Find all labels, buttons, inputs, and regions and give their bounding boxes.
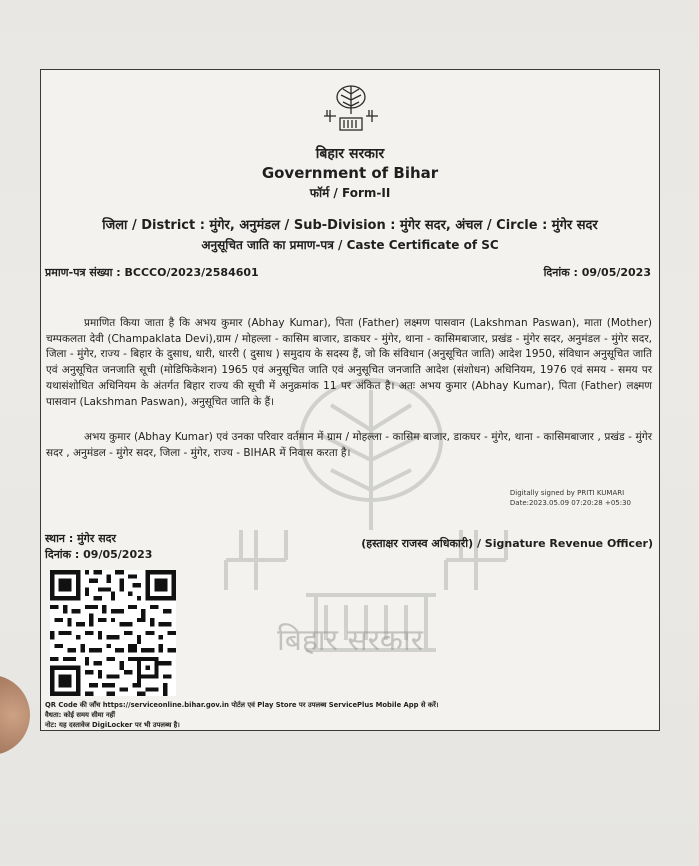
footer-digilocker: नोट: यह दस्तावेज DigiLocker पर भी उपलब्ध है। (45, 721, 180, 729)
issue-date: दिनांक : 09/05/2023 (543, 266, 651, 279)
certificate-document (40, 69, 660, 731)
watermark-text: बिहार सरकार (276, 623, 424, 658)
meta-row (45, 265, 651, 281)
place-date: दिनांक : 09/05/2023 (45, 548, 153, 561)
certificate-number: प्रमाण-पत्र संख्या : BCCCO/2023/2584601 (45, 266, 259, 279)
district-line: जिला / District : मुंगेर, अनुमंडल / Sub-Division : मुंगेर सदर, अंचल / Circle : मुंगेर सदर (102, 218, 598, 233)
digital-signature-date: Date:2023.05.09 07:20:28 +05:30 (509, 499, 631, 507)
title-hindi: बिहार सरकार (315, 146, 385, 162)
residence-paragraph: अभय कुमार (Abhay Kumar) एवं उनका परिवार वर्तमान में ग्राम / मोहल्ला - कासिम बाजार, डाकघर - मुंगेर, थाना - कासिमबाजार , प्रखंड - मुंगेर सदर , अनुमंडल - मुंगेर सदर, जिला - मुंगेर, राज्य - BIHAR में निवास करता है। (46, 431, 652, 459)
digital-signature-name: Digitally signed by PRITI KUMARI (509, 489, 625, 497)
place-block (45, 531, 152, 563)
qr-code[interactable] (50, 570, 176, 696)
certificate-type: अनुसूचित जाति का प्रमाण-पत्र / Caste Certificate of SC (201, 238, 499, 252)
footer-qr-note: QR Code की जाँच https://serviceonline.bihar.gov.in पोर्टल एवं Play Store पर उपलब्ध ServicePlus Mobile App से करें। (45, 701, 439, 709)
signature-label: (हस्ताक्षर राजस्व अधिकारी) / Signature Revenue Officer) (361, 537, 653, 550)
digital-signature (510, 488, 631, 508)
form-label: फॉर्म / Form-II (309, 186, 391, 200)
title-government: Government of Bihar (261, 164, 439, 182)
bihar-emblem (321, 80, 381, 136)
certification-paragraph: प्रमाणित किया जाता है कि अभय कुमार (Abhay Kumar), पिता (Father) लक्ष्मण पासवान (Lakshman Paswan), माता (Mother) चम्पकलता देवी (Champaklata Devi),ग्राम / मोहल्ला - कासिम बाजार, डाकघर - मुंगेर, थाना - कासिमबाजार, प्रखंड - मुंगेर सदर, अनुमंडल - मुंगेर सदर, जिला - मुंगेर, राज्य - बिहार के दुसाध, धारी, धाररी ( दुसाध ) समुदाय के सदस्य हैं, जो कि संविधान (अनुसूचित जाति) आदेश 1950, संविधान अनुसूचित जाति एवं अनुसूचित जनजाति सूची (मोडिफिकेशन) 1965 एवं अनुसूचित जाति एवं अनुसूचित जनजाति आदेश (संशोधन) अधिनियम, 1976 एवं समय - समय पर यथासंशोधित अधिनियम के अंतर्गत बिहार राज्य की सूची में अनुक्रमांक 11 पर अंकित है। अतः अभय कुमार (Abhay Kumar), पिता (Father) लक्ष्मण पासवान (Lakshman Paswan), अनुसूचित जाति के हैं। (46, 317, 652, 408)
footer-validity: वैधता: कोई समय सीमा नहीं (45, 711, 116, 719)
place-label: स्थान : मुंगेर सदर (45, 532, 116, 545)
footer-notes (45, 700, 438, 730)
